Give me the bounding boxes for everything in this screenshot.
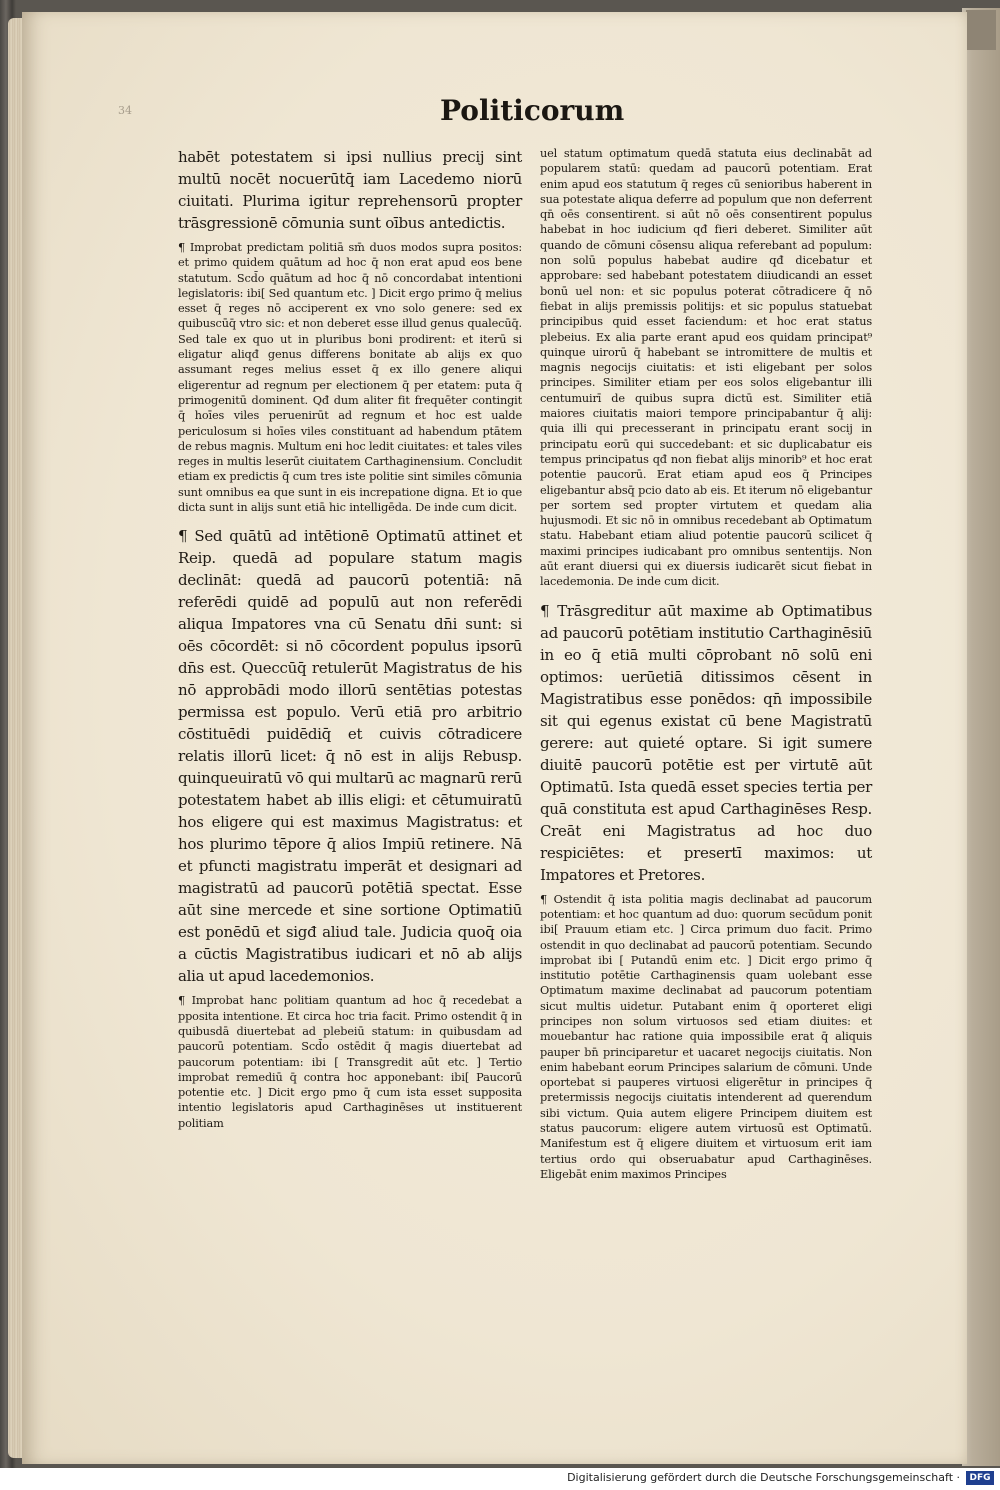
commentary-paragraph: ¶ Improbat predictam politiā sm̄ duos modos supra positos: et primo quidem quātum ad hoc q̄ non erat apud eos bene statutum. Scd̄o quātum ad hoc q̄ nō concordabat intentioni legislatoris: ibi[ Sed quantum etc. ] Dicit ergo primo q̄ melius esset q̄ reges nō acciperent ex vno solo genere: sed ex quibuscūq̄ vtro sic: et non deberet esse illud genus qualecūq̄. Sed tale ex quo ut in pluribus boni prodirent: et iterū si eligatur aliqđ genus differens bonitate ab alijs ex quo assumant reges melius esset q̄ ex illo genere aliqui eligerentur ad regnum per electionem q̄ per etatem: puta q̄ primogenitū dominent. Qđ dum aliter fit frequēter contingit q̄ hoīes viles peruenirūt ad regnum et hoc est ualde periculosum si hoīes viles constituant ad habendum ptātem de rebus magnis. Multum eni hoc ledit ciuitates: et tales viles reges in multis leserūt ciuitatem Carthaginensium. Concludit etiam ex predictis q̄ cum tres iste politie sint similes cōmunia sunt omnibus ea que sunt in eis increpatione digna. Et io que dicta sunt in alijs sunt etiā hic intelligēda. De inde cum dicit. (178, 241, 522, 515)
left-column (178, 146, 522, 1131)
folio-mark: 34 (118, 104, 132, 117)
commentary-paragraph: ¶ Improbat hanc politiam quantum ad hoc q̄ recedebat a pposita intentione. Et circa hoc tria facit. Primo ostendit q̄ in quibusdā diuertebat ad plebeiū statum: in quibusdam ad paucorū potentiam. Scd̄o ostēdit q̄ magis diuertebat ad paucorum potentiam: ibi [ Transgredit aūt etc. ] Tertio improbat remediū q̄ contra hoc apponebant: ibi[ Paucorū potentie etc. ] Dicit ergo pmo q̄ cum ista esset supposita intentio legislatoris apud Carthaginēses ut instituerent politiam (178, 994, 522, 1130)
right-column (540, 146, 872, 1182)
commentary-paragraph: uel statum optimatum quedā statuta eius declinabāt ad popularem statū: quedam ad paucorū potentiam. Erat enim apud eos statutum q̄ reges cū senioribus haberent in sua potestate aliqua deferre ad populum que non deferrent qn̄ oēs consentirent. si aūt nō oēs consentirent populus habebat in hoc iudicium qđ fieri deberet. Similiter aūt quando de cōmuni cōsensu aliqua referebant ad populum: non solū populus habebat audire qđ dicebatur et approbare: sed habebant potestatem diiudicandi an esset bonū uel non: et sic populus poterat cōtradicere q̄ nō fiebat in alijs premissis politijs: et sic populus statuebat principibus quid esset faciendum: et hoc erat status plebeius. Ex alia parte erant apud eos quidam principat⁹ quinque uirorū q̄ habebant se intromittere de multis et magnis negocijs ciuitatis: et isti eligebant per solos principes. Similiter etiam per eos solos eligebantur illi centumuirī de quibus supra dictū est. Similiter etiā maiores ciuitatis maiori tempore principabantur q̄ alij: quia illi qui precesserant in principatu erant socij in principatu eorū qui succedebant: et sic duplicabatur eis tempus principatus qđ non fiebat alijs minorib⁹ et hoc erat potentie paucorū. Erat etiam apud eos q̄ Principes eligebantur absq̄ pcio dato ab eis. Et iterum nō eligebantur per sortem sed propter virtutem et quedam alia hujusmodi. Et sic nō in omnibus recedebant ab Optimatum statu. Habebant etiam aliud potentie paucorū scilicet q̄ maximi principes iudicabant pro omnibus sententijs. Non aūt erant diuersi qui ex diuersis iudicarēt sicut fiebat in lacedemonia. De inde cum dicit. (540, 147, 872, 589)
footer-bar (0, 1468, 1000, 1490)
dfg-logo: DFG (966, 1471, 994, 1485)
commentary-paragraph: ¶ Ostendit q̄ ista politia magis declinabat ad paucorum potentiam: et hoc quantum ad duo: quorum secūdum ponit ibi[ Prauum etiam etc. ] Circa primum duo facit. Primo ostendit in quo declinabat ad paucorū potentiam. Secundo improbat ibi [ Putandū enim etc. ] Dicit ergo primo q̄ institutio potētie Carthaginensis quam uolebant esse Optimatum maxime declinabat ad paucorum potentiam sicut multis uidetur. Putabant enim q̄ oporteret eligi principes non solum virtuosos sed etiam diuites: et mouebantur hac ratione quia impossibile erat q̄ aliquis pauper bn̄ principaretur et uacaret negocijs ciuitatis. Non enim habebant eorum Principes salarium de cōmuni. Unde oportebat si pauperes virtuosi eligerētur in principes q̄ pretermissis negocijs ciuitatis intenderent ad querendum sibi victum. Quia autem eligere Principem diuitem est status paucorum: eligere autem virtuosū est Optimatū. Manifestum est q̄ eligere diuitem et virtuosum erit iam tertius ordo qui obseruabatur apud Carthaginēses. Eligebāt enim maximos Principes (540, 892, 872, 1181)
main-text-paragraph: ¶ Trāsgreditur aūt maxime ab Optimatibus ad paucorū potētiam institutio Carthaginēsiū in eo q̄ etiā multi cōprobant nō solū eni optimos: uerūetiā ditissimos cēsent in Magistratibus esse ponēdos: qn̄ impossibile sit qui egenus existat cū bene Magistratū gerere: aut quieté optare. Si igit sumere diuitē paucorū potētie est per virtutē aūt Optimatū. Ista quedā esset species tertia per quā constituta est apud Carthaginēses Resp. Creāt eni Magistratus ad hoc duo respiciētes: et presertī maximos: ut Impatores et Pretores. (540, 601, 872, 884)
main-text-paragraph: ¶ Sed quātū ad intētionē Optimatū attinet et Reip. quedā ad populare statum magis declināt: quedā ad paucorū potentiā: nā referēdi quidē ad populū aut non referēdi aliqua Impatores vna cū Senatu dn̄i sunt: si oēs cōcordēt: si nō cōcordent populus ipsorū dn̄s est. Queccūq̄ retulerūt Magistratus de his nō approbādi modo illorū sentētias potestas permissa est populo. Verū etiā pro arbitrio cōstituēdi puidēdiq̄ et cuivis cōtradicere relatis illorū licet: q̄ nō est in alijs Rebusp. quinqueuiratū vō qui multarū ac magnarū rerū potestatem habet ab illis eligi: et cētumuiratū hos eligere qui est maximus Magistratus: et hos plurimo tēpore q̄ alios Impiū retinere. Nā et pfuncti magistratu imperāt et designari ad magistratū ad paucorū potētiā spectat. Esse aūt sine mercede et sine sortione Optimatiū est ponēdū et sigđ aliud tale. Judicia quoq̄ oia a cūctis Magistratibus iudicari et nō ab alijs alia ut apud lacedemonios. (178, 527, 523, 986)
main-text-paragraph: habēt potestatem si ipsi nullius precij sint multū nocēt nocuerūtq̄ iam Lacedemo niorū ciuitati. Plurima igitur reprehensorū propter trāsgressionē cōmunia sunt oībus antedictis. (178, 148, 522, 232)
running-head: Politicorum (440, 94, 625, 127)
book-cover-edge (962, 8, 1000, 1466)
funding-credit: Digitalisierung gefördert durch die Deutsche Forschungsgemeinschaft · (567, 1471, 960, 1484)
